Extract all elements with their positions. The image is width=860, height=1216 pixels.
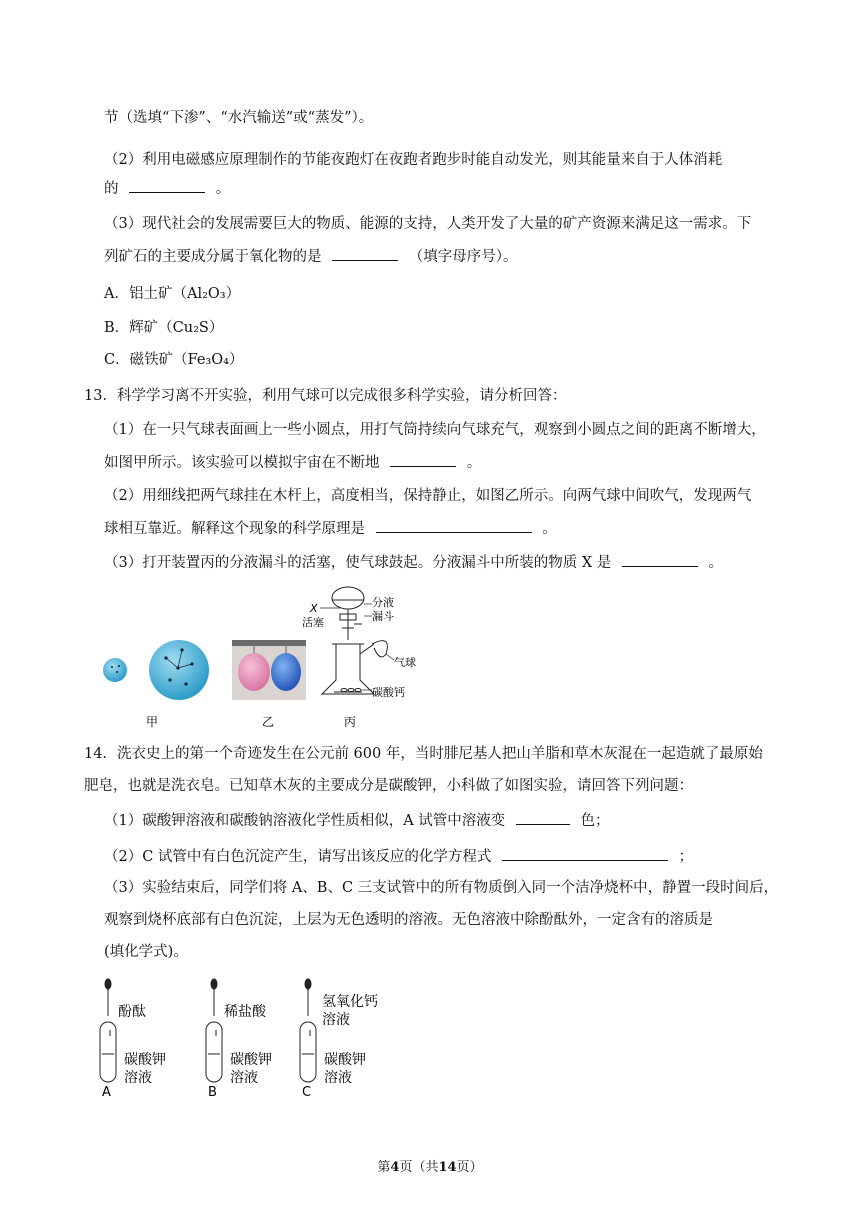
q14-p1-line: [104, 810, 610, 831]
q13-p3-pre: （3）打开装置丙的分液漏斗的活塞，使气球鼓起。分液漏斗中所装的物质 X 是: [104, 555, 612, 571]
caption-yi: 乙: [262, 715, 275, 729]
q12-p2-pre: 的: [104, 181, 119, 197]
q13-p1-line1: （1）在一只气球表面画上一些小圆点，用打气筒持续向气球充气，观察到小圆点之间的距离不断增大，: [104, 422, 766, 438]
label-valve: 活塞: [302, 616, 324, 629]
q13-figure: [96, 584, 436, 734]
c-dropper-label-2: 溶液: [322, 1012, 350, 1028]
q13-p2-pre: 球相互靠近。解释这个现象的科学原理是: [104, 521, 365, 537]
q14-p2-pre: （2）C 试管中有白色沉淀产生，请写出该反应的化学方程式: [104, 849, 492, 865]
q14-p2-answer-blank[interactable]: [502, 846, 668, 861]
large-balloon-icon: [149, 640, 209, 700]
q14-p3-line1: （3）实验结束后，同学们将 A、B、C 三支试管中的所有物质倒入同一个洁净烧杯中，静置一段时间后，: [104, 880, 779, 896]
b-solution-label-1: 碳酸钾: [230, 1052, 272, 1068]
q12-option-c: C．磁铁矿（Fe₃O₄）: [104, 352, 244, 368]
q14-stem-line2: 肥皂，也就是洗衣皂。已知草木灰的主要成分是碳酸钾，小科做了如图实验，请回答下列问题：: [84, 778, 693, 794]
q14-p2-line: [104, 846, 693, 867]
q12-p3-pre: 列矿石的主要成分属于氧化物的是: [104, 249, 322, 265]
q14-p2-post: ；: [678, 849, 694, 865]
label-balloon: 气球: [394, 656, 416, 669]
b-solution-label-2: 溶液: [230, 1070, 258, 1086]
footer-total-pages: 14: [438, 1160, 457, 1175]
a-dropper-label: 酚酞: [118, 1004, 146, 1020]
tube-a-icon: [100, 979, 116, 1082]
b-dropper-label: 稀盐酸: [224, 1004, 266, 1020]
q13-p2-line2: [104, 518, 557, 539]
tube-c-label: C: [302, 1085, 312, 1100]
q14-p3-line3: (填化学式)。: [104, 944, 188, 960]
q12-p3-line1: （3）现代社会的发展需要巨大的物质、能源的支持，人类开发了大量的矿产资源来满足这一需求。下: [104, 216, 752, 232]
q13-p2-post: 。: [542, 521, 557, 537]
label-caco3: 碳酸钙: [372, 686, 405, 699]
q13-p2-line1: （2）用细线把两气球挂在木杆上，高度相当，保持静止，如图乙所示。向两气球中间吹气，发现两气: [104, 488, 752, 504]
label-funnel-1: 分液: [372, 596, 394, 609]
q12-p3-post: （填字母序号）。: [408, 249, 518, 265]
q12-p2-answer-blank[interactable]: [129, 178, 205, 193]
q12-p2-line1: （2）利用电磁感应原理制作的节能夜跑灯在夜跑者跑步时能自动发光，则其能量来自于人体消耗: [104, 152, 723, 168]
c-solution-label-2: 溶液: [324, 1070, 352, 1086]
q13-p2-answer-blank[interactable]: [376, 518, 532, 533]
tube-a-label: A: [102, 1085, 111, 1100]
q12-p3-line2: [104, 246, 517, 267]
page-footer: [0, 1156, 860, 1175]
label-x: X: [310, 602, 318, 615]
label-funnel-2: 漏斗: [372, 610, 394, 623]
footer-pre: 第: [377, 1160, 391, 1175]
a-solution-label-2: 溶液: [124, 1070, 152, 1086]
q13-p3-answer-blank[interactable]: [622, 552, 698, 567]
small-balloon-icon: [103, 658, 127, 682]
q12-p2-line2: [104, 178, 230, 199]
tube-c-icon: [300, 979, 316, 1082]
q14-p1-pre: （1）碳酸钾溶液和碳酸钠溶液化学性质相似，A 试管中溶液变: [104, 813, 506, 829]
c-dropper-label-1: 氢氧化钙: [322, 994, 378, 1010]
caption-jia: 甲: [146, 715, 159, 729]
q12-option-a: A．铝土矿（Al₂O₃）: [104, 286, 241, 302]
q13-stem: 13．科学学习离不开实验，利用气球可以完成很多科学实验，请分析回答：: [84, 388, 567, 404]
q13-p1-post: 。: [466, 455, 482, 471]
a-solution-label-1: 碳酸钾: [124, 1052, 166, 1068]
hanging-balloons-icon: [232, 640, 306, 700]
q13-p1-pre: 如图甲所示。该实验可以模拟宇宙在不断地: [104, 455, 380, 471]
q14-p1-answer-blank[interactable]: [516, 810, 570, 825]
q12-option-b: B．辉矿（Cu₂S）: [104, 320, 224, 336]
footer-mid: 页（共: [399, 1160, 439, 1175]
footer-post: 页）: [456, 1160, 483, 1175]
q13-p1-line2: [104, 452, 481, 473]
caption-bing: 丙: [344, 715, 357, 729]
q14-p3-line2: 观察到烧杯底部有白色沉淀，上层为无色透明的溶液。无色溶液中除酚酞外，一定含有的溶质是: [104, 912, 713, 928]
tube-b-icon: [206, 979, 222, 1082]
q14-figure: [96, 976, 396, 1100]
tube-b-label: B: [208, 1085, 217, 1100]
q13-p3-line: [104, 552, 723, 573]
q12-p2-post: 。: [215, 181, 231, 197]
q12-p3-answer-blank[interactable]: [332, 246, 398, 261]
q14-stem-line1: 14．洗衣史上的第一个奇迹发生在公元前 600 年，当时腓尼基人把山羊脂和草木灰混在一起造就了最原始: [84, 746, 763, 762]
c-solution-label-1: 碳酸钾: [324, 1052, 366, 1068]
q14-p1-post: 色；: [580, 813, 610, 829]
q13-p1-answer-blank[interactable]: [390, 452, 456, 467]
q13-p3-post: 。: [708, 555, 723, 571]
q12-line1: 节（选填“下渗”、“水汽输送”或“蒸发”）。: [104, 110, 374, 126]
footer-page-number: 4: [390, 1160, 400, 1175]
